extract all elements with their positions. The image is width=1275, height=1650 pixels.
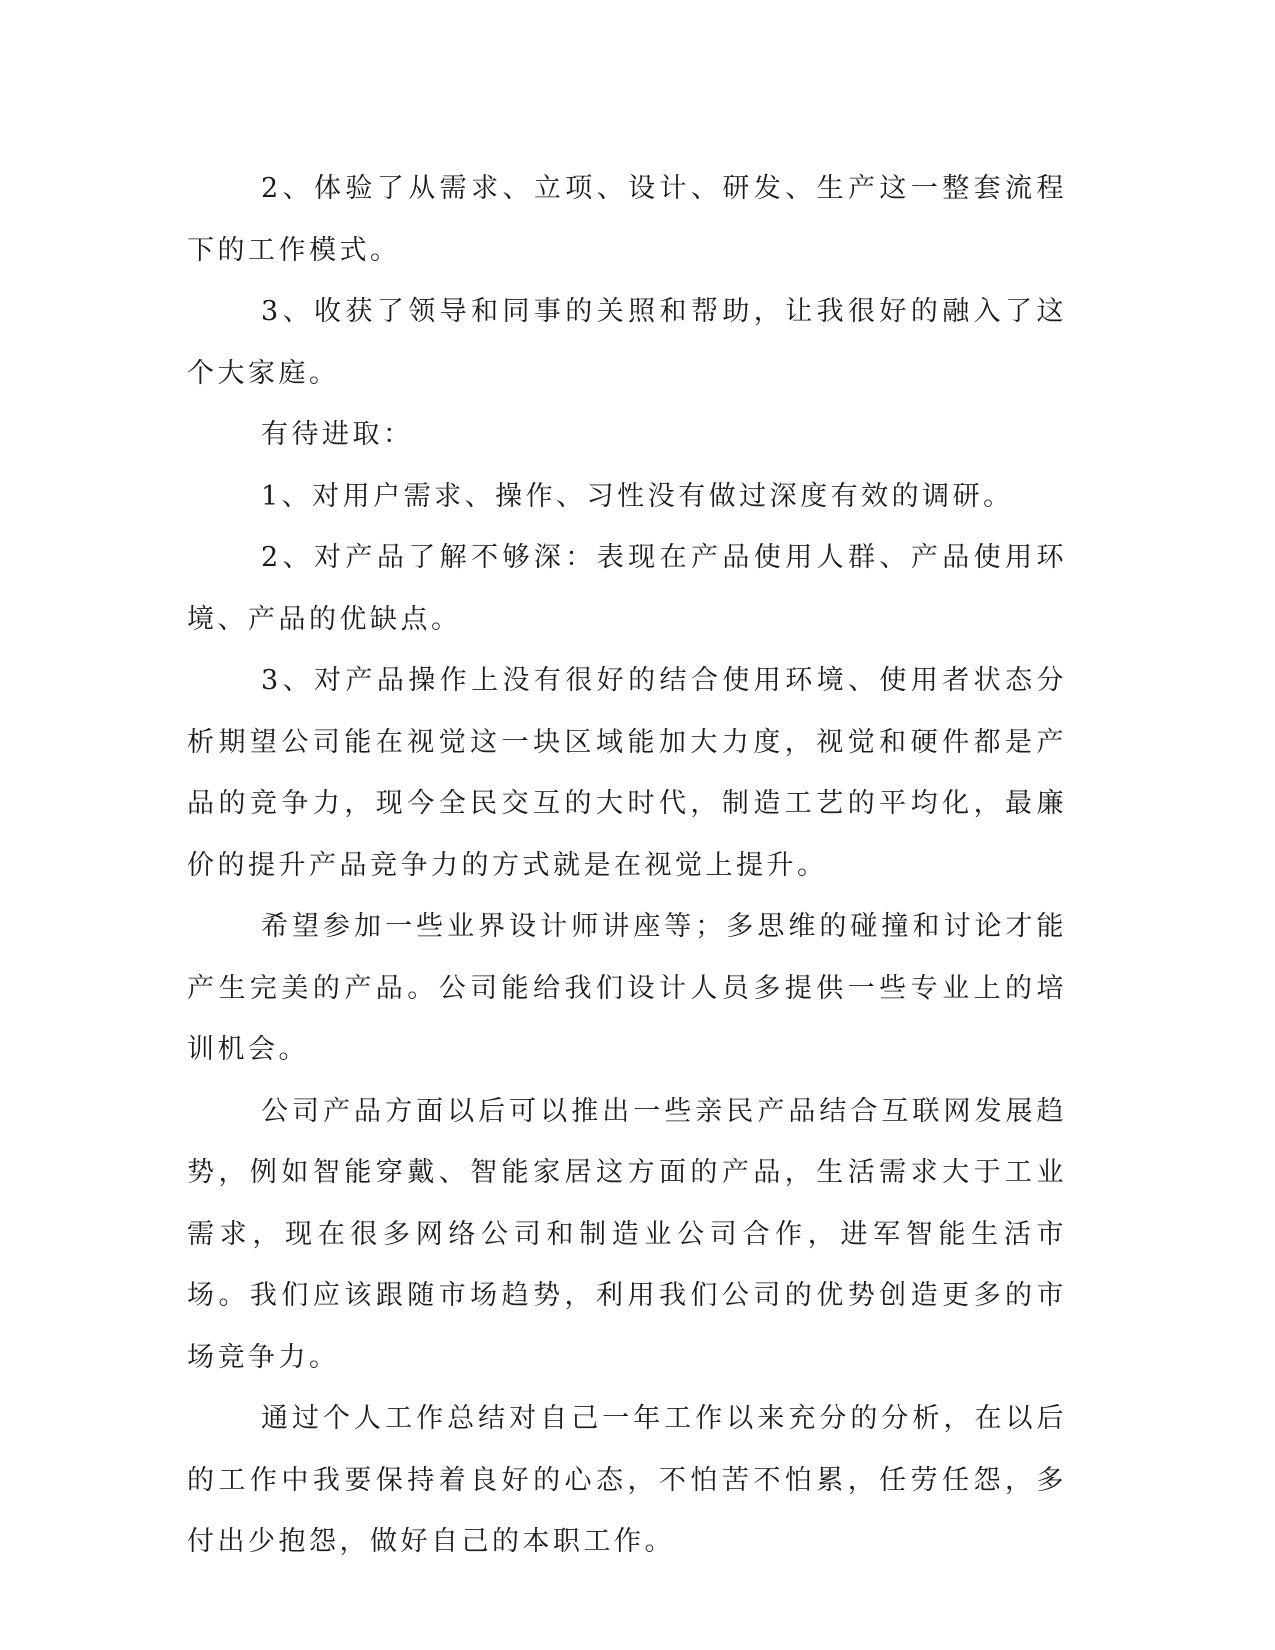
paragraph-improvement-1: 1、对用户需求、操作、习性没有做过深度有效的调研。 (261, 480, 1014, 512)
section-heading-improvements: 有待进取： (261, 419, 414, 450)
document-body (187, 158, 1067, 1573)
paragraph-improvement-3: 3、对产品操作上没有很好的结合使用环境、使用者状态分析期望公司能在视觉这一块区域能加大力度，视觉和硬件都是产品的竞争力，现今全民交互的大时代，制造工艺的平均化，最廉价的提升产品竞争力的方式就是在视觉上提升。 (187, 665, 1067, 881)
paragraph-training-wish: 希望参加一些业界设计师讲座等；多思维的碰撞和讨论才能产生完美的产品。公司能给我们设计人员多提供一些专业上的培训机会。 (187, 911, 1067, 1065)
paragraph-achievement-2: 2、体验了从需求、立项、设计、研发、生产这一整套流程下的工作模式。 (187, 173, 1067, 266)
paragraph-conclusion: 通过个人工作总结对自己一年工作以来充分的分析，在以后的工作中我要保持着良好的心态，不怕苦不怕累，任劳任怨，多付出少抱怨，做好自己的本职工作。 (187, 1403, 1067, 1557)
paragraph-product-suggestion: 公司产品方面以后可以推出一些亲民产品结合互联网发展趋势，例如智能穿戴、智能家居这方面的产品，生活需求大于工业需求，现在很多网络公司和制造业公司合作，进军智能生活市场。我们应该跟随市场趋势，利用我们公司的优势创造更多的市场竞争力。 (187, 1095, 1067, 1373)
paragraph-achievement-3: 3、收获了领导和同事的关照和帮助，让我很好的融入了这个大家庭。 (187, 296, 1067, 389)
paragraph-improvement-2: 2、对产品了解不够深：表现在产品使用人群、产品使用环境、产品的优缺点。 (187, 542, 1067, 635)
